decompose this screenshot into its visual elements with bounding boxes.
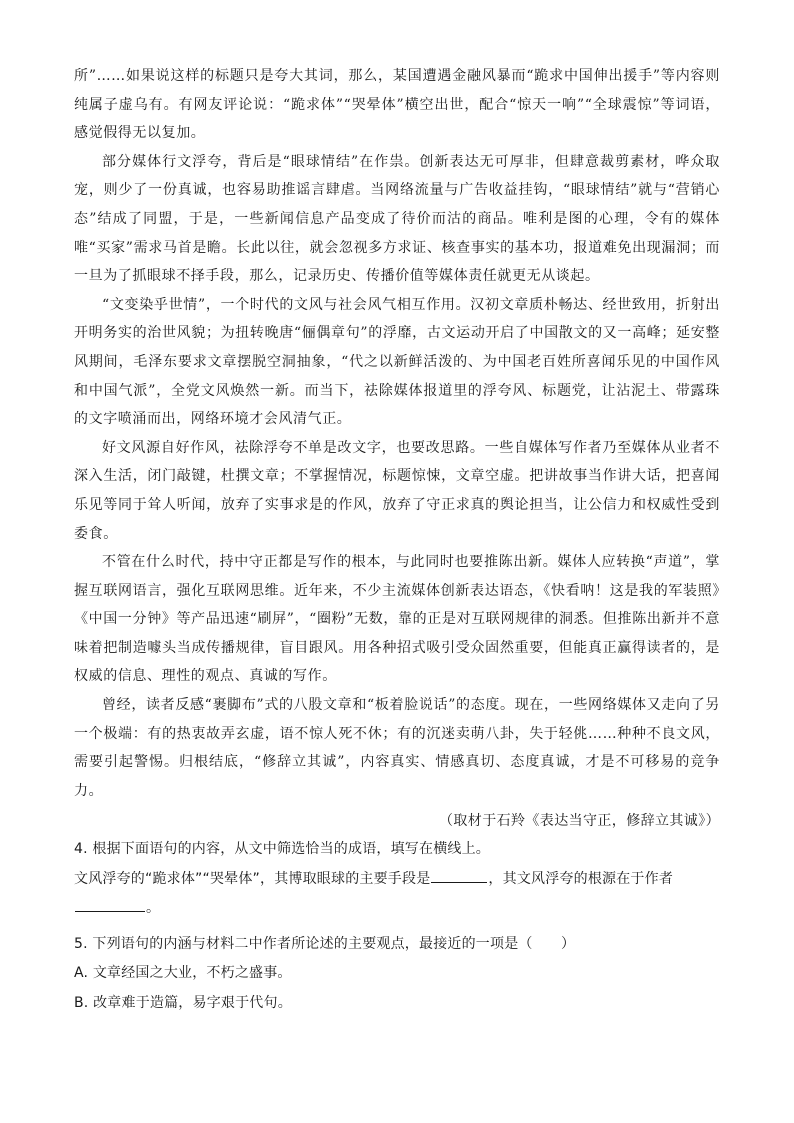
answer-blank-2[interactable]: [75, 895, 145, 912]
paragraph-4: 好文风源自好作风，祛除浮夸不单是改文字，也要改思路。一些自媒体写作者乃至媒体从业者不深入生活，闭门敲键，杜撰文章；不掌握情况，标题惊悚，文章空虚。把讲故事当作讲大话，把喜闻乐见等同于耸人听闻，放弃了实事求是的作风，放弃了守正求真的舆论担当，让公信力和权威性受到委食。: [74, 439, 720, 542]
paragraph-5: 不管在什么时代，持中守正都是写作的根本，与此同时也要推陈出新。媒体人应转换“声道”，掌握互联网语言，强化互联网思维。近年来，不少主流媒体创新表达语态，《快看呐！这是我的军装照》《中国一分钟》等产品迅速“刷屏”，“圈粉”无数，靠的正是对互联网规律的洞悉。但推陈出新并不意味着把制造噱头当成传播规律，盲目跟风。用各种招式吸引受众固然重要，但能真正赢得读者的，是权威的信息、理性的观点、真诚的写作。: [74, 554, 720, 685]
source-citation: （取材于石羚《表达当守正，修辞立其诚》）: [439, 813, 720, 830]
paragraph-3: “文变染乎世情”，一个时代的文风与社会风气相互作用。汉初文章质朴畅达、经世致用，折射出开明务实的治世风貌；为扭转晚唐“俪偶章句”的浮靡，古文运动开启了中国散文的又一高峰；延安整风期间，毛泽东要求文章摆脱空洞抽象，“代之以新鲜活泼的、为中国老百姓所喜闻乐见的中国作风和中国气派”，全党文风焕然一新。而当下，祛除媒体报道里的浮夸风、标题党，让沾泥土、带露珠的文字喷涌而出，网络环境才会风清气正。: [74, 296, 720, 428]
question-4: [74, 835, 720, 924]
question-4-fill-line-2: [74, 894, 720, 924]
option-b[interactable]: B. 改章难于造篇，易字艰于代句。: [74, 994, 292, 1011]
paragraph-6: 曾经，读者反感“裹脚布”式的八股文章和“板着脸说话”的态度。现在，一些网络媒体又走向了另一个极端：有的热衷故弄玄虚，语不惊人死不休；有的沉迷卖萌八卦，失于轻佻……种种不良文风，需要引起警惕。归根结底，“修辞立其诚”，内容真实、情感真切、态度真诚，才是不可移易的竞争力。: [74, 697, 720, 799]
question-4-fill-line: [74, 865, 720, 895]
question-4-text-a: 文风浮夸的“跪求体”“哭晕体”，其博取眼球的主要手段是: [74, 870, 431, 887]
question-4-prompt: 4. 根据下面语句的内容，从文中筛选恰当的成语，填写在横线上。: [74, 841, 491, 858]
question-4-text-end: 。: [146, 900, 161, 917]
question-5: [74, 930, 720, 1019]
reading-passage: [74, 62, 720, 835]
option-a[interactable]: A. 文章经国之大业，不朽之盛事。: [74, 965, 292, 982]
paragraph-1: 所”……如果说这样的标题只是夸大其词，那么，某国遭遇金融风暴而“跪求中国伸出援手”等内容则纯属子虚乌有。有网友评论说：“跪求体”“哭晕体”横空出世，配合“惊天一响”“全球震惊”等词语，感觉假得无以复加。: [74, 68, 720, 142]
paragraph-2: 部分媒体行文浮夸，背后是“眼球情结”在作祟。创新表达无可厚非，但肆意裁剪素材，哗众取宠，则少了一份真诚，也容易助推谣言肆虐。当网络流量与广告收益挂钩，“眼球情结”就与“营销心态”结成了同盟，于是，一些新闻信息产品变成了待价而沽的商品。唯利是图的心理，令有的媒体唯“买家”需求马首是瞻。长此以往，就会忽视多方求证、核查事实的基本功，报道难免出现漏洞；而一旦为了抓眼球不择手段，那么，记录历史、传播价值等媒体责任就更无从谈起。: [74, 153, 720, 285]
question-4-text-b: ，其文风浮夸的根源在于作者: [488, 870, 674, 887]
question-5-prompt: 5. 下列语句的内涵与材料二中作者所论述的主要观点，最接近的一项是（ ）: [74, 935, 576, 952]
answer-blank-1[interactable]: [431, 866, 487, 883]
